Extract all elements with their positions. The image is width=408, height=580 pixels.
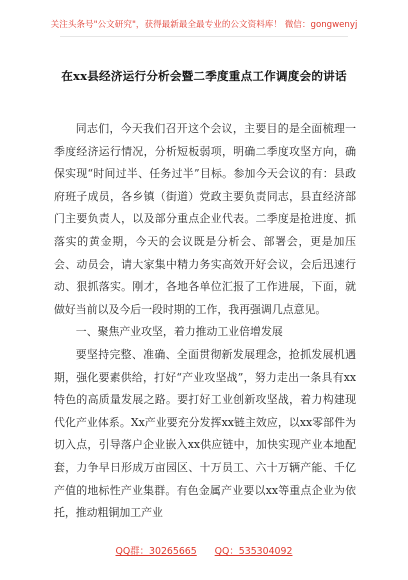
body-paragraph-intro: 同志们，今天我们召开这个会议，主要目的是全面梳理一季度经济运行情况，分析短板弱项，明确二季度攻坚方向，确保实现“时间过半、任务过半”目标。参加今天会议的有：县政府班子成员，各乡镇（街道）党政主要负责同志，县直经济部门主要负责人，以及部分重点企业代表。二季度是抢进度、抓落实的黄金期，今天的会议既是分析会、部署会，更是加压会、动员会，请大家集中精力务实高效开好会议，会后迅速行动、狠抓落实。刚才，各地各单位汇报了工作进展，下面，就做好当前以及今后一段时期的工作，我再强调几点意见。	[54, 122, 356, 316]
section-heading-1: 一、聚焦产业攻坚，着力推动工业倍增发展	[75, 325, 283, 339]
body-paragraph-industry: 要坚持完整、准确、全面贯彻新发展理念，抢抓发展机遇期，强化要素供给，打好“产业攻坚战”，努力走出一条具有xx特色的高质量发展之路。要打好工业创新攻坚战，着力构建现代化产业体系。Xx产业要充分发挥xx链主效应，以xx零部件为切入点，引导落户企业嵌入xx供应链中，加快实现产业本地配套，力争早日形成万亩园区、十万员工、六十万辆产能、千亿产值的地标性产业集群。有色金属产业要以xx等重点企业为依托，推动粗铜加工产业	[54, 347, 356, 520]
header-divider	[60, 36, 348, 37]
footer-qq-group-link[interactable]: QQ群：30265665	[115, 546, 197, 557]
footer-contact	[0, 543, 408, 557]
header-promo-link[interactable]: 关注头条号"公文研究"，获得最新最全最专业的公文资料库！ 微信：gongwenyj	[50, 20, 358, 30]
footer-qq-link[interactable]: QQ：535304092	[214, 546, 293, 557]
document-title: 在xx县经济运行分析会暨二季度重点工作调度会的讲话	[61, 69, 347, 83]
document-body	[54, 118, 356, 525]
